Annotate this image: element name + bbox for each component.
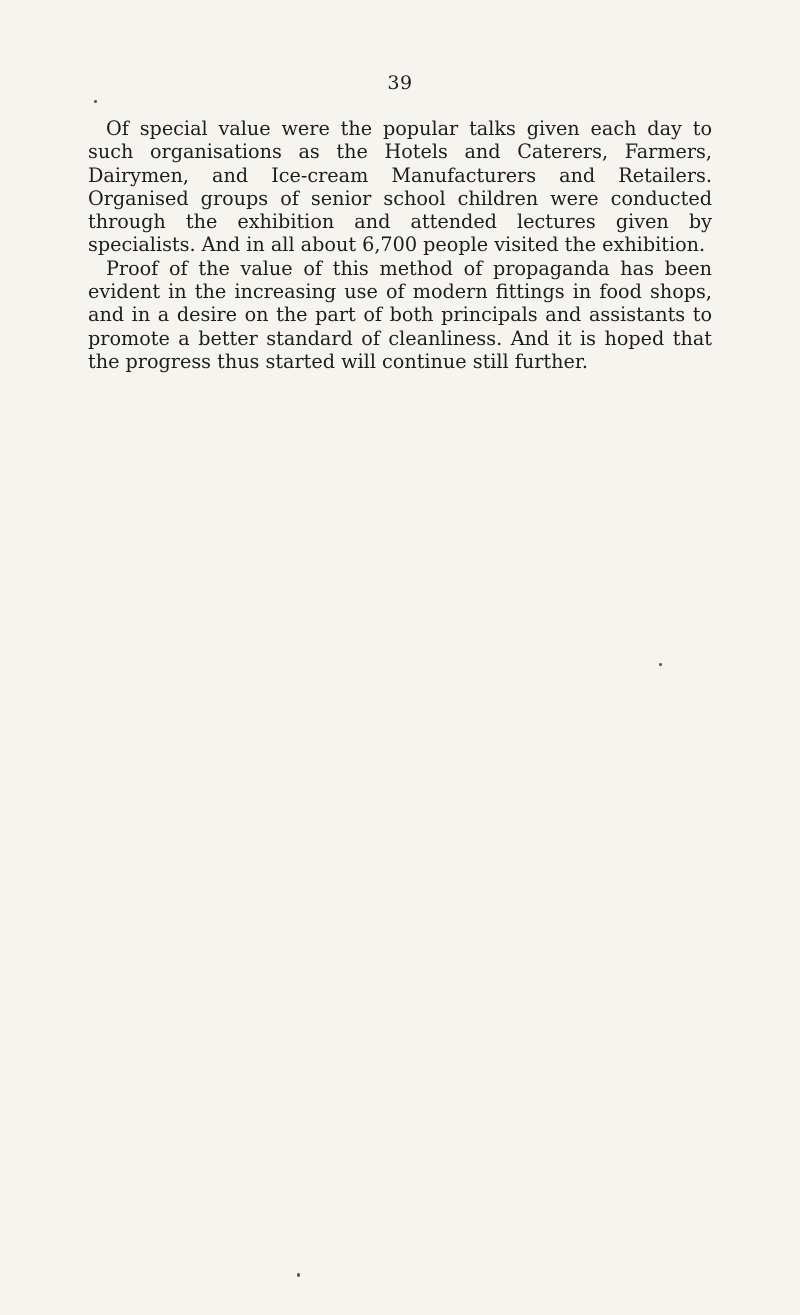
paragraph-2: Proof of the value of this method of propaganda has been evident in the increasing use of modern fittings in food shops, and in a desire on the part of both principals and assistants to promote a better standard of cleanliness. And it is hoped that the progress thus started will continue still further. — [88, 256, 712, 373]
paper-speck — [94, 100, 97, 103]
body-text — [88, 117, 712, 373]
paper-speck — [659, 663, 662, 666]
page-number: 39 — [387, 72, 413, 94]
paragraph-1: Of special value were the popular talks given each day to such organisations as the Hotels and Caterers, Farmers, Dairymen, and Ice-cream Manufacturers and Retailers. Organised groups of senior school children were conducted through the exhibition and attended lectures given by specialists. And in all about 6,700 people visited the exhibition. — [88, 117, 712, 257]
paper-speck — [297, 1273, 300, 1277]
